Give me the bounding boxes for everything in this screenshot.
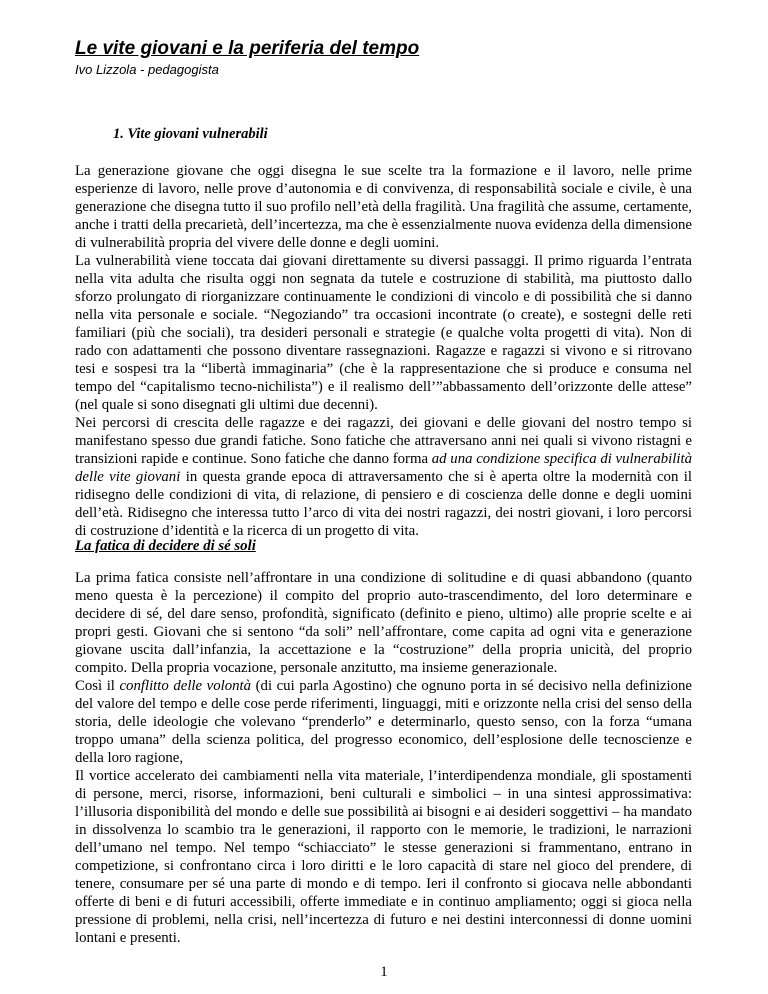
document-title: Le vite giovani e la periferia del tempo	[75, 38, 420, 59]
section-body	[75, 162, 692, 540]
paragraph: La generazione giovane che oggi disegna le sue scelte tra la formazione e il lavoro, nelle prime esperienze di lavoro, nelle prove d’autonomia e di convivenza, di responsabilità sociale e civile, è una generazione che disegna tutto il suo profilo nell’età della fragilità. Una fragilità che assume, certamente, anche i tratti della precarietà, dell’incertezza, ma che è essenzialmente nuova evidenza della dimensione di vulnerabilità propria del vivere delle donne e degli uomini.	[75, 163, 692, 251]
document-author: Ivo Lizzola - pedagogista	[75, 62, 219, 77]
paragraph: La vulnerabilità viene toccata dai giovani direttamente su diversi passaggi. Il primo riguarda l’entrata nella vita adulta che risulta oggi non segnata da tutele e costruzione di stabilità, ma piuttosto dallo sforzo prolungato di riorganizzare continuamente le condizioni di vincolo e di possibilità che si danno nella vita personale e sociale. “Negoziando” tra occasioni incontrate (o create), e sostegni delle reti familiari (più che sociali), tra desideri personali e strategie (e qualche volta progetti di vita). Non di rado con adattamenti che possono diventare rassegnazioni. Ragazze e ragazzi si vivono e si ritrovano tesi e sospesi tra la “libertà immaginaria” (che è la rappresentazione che si produce e consuma nel tempo del “capitalismo tecno-nichilista”) e il realismo dell’”abbassamento dell’orizzonte delle attese” (nel quale si sono disegnati gli ultimi due decenni).	[75, 253, 692, 413]
paragraph-text: (di cui parla Agostino) che ognuno porta in sé decisivo nella definizione del valore del tempo e delle cose perde riferimenti, linguaggi, miti e orizzonte nella crisi del senso della storia, delle ideologie che volevano “prenderlo” e determinarlo, questo senso, con la forza “umana troppo umana” della scienza politica, del progresso economico, dell’esplosione delle tecnoscienze e della loro ragione,	[75, 678, 692, 766]
paragraph-text: Nei percorsi di crescita delle ragazze e dei ragazzi, dei giovani e delle giovani del nostro tempo si manifestano spesso due grandi fatiche. Sono fatiche che attraversano anni nei quali si vivono ristagni e transizioni rapide e continue. Sono fatiche che danno forma	[75, 415, 692, 467]
subsection-heading: La fatica di decidere di sé soli	[75, 538, 256, 554]
paragraph	[75, 414, 692, 540]
section-heading: 1. Vite giovani vulnerabili	[113, 126, 268, 142]
paragraph-text: in questa grande epoca di attraversamento che si è aperta oltre la modernità con il ridisegno delle condizioni di vita, di relazione, di pensiero e di coscienza delle donne e degli uomini dell’età. Ridisegno che interessa tutto l’arco di vita dei nostri ragazzi, dei nostri giovani, i loro percorsi di costruzione d’identità e la ricerca di un progetto di vita.	[75, 469, 692, 539]
paragraph: Il vortice accelerato dei cambiamenti nella vita materiale, l’interdipendenza mondiale, gli spostamenti di persone, merci, risorse, informazioni, beni culturali e simbolici – in una sintesi approssimativa: l’illusoria disponibilità del mondo e delle sue possibilità ai bisogni e ai desideri soggettivi – ha mandato in dissolvenza lo scambio tra le generazioni, il rapporto con le memorie, le tradizioni, le narrazioni dell’umano nel tempo. Nel tempo “schiacciato” le stesse generazioni si frammentano, entrano in competizione, si confrontano circa i loro diritti e le loro capacità di stare nel gioco del prendere, di tenere, consumare per sé una parte di mondo e di tempo. Ieri il confronto si giocava nelle abbondanti offerte di beni e di futuri accessibili, offerte immediate e in continuo ampliamento; oggi si gioca nella pressione di problemi, nella crisi, nell’incertezza di futuro e nei destini interconnessi di donne uomini lontani e presenti.	[75, 768, 692, 946]
paragraph	[75, 677, 692, 767]
paragraph: La prima fatica consiste nell’affrontare in una condizione di solitudine e di quasi abbandono (quanto meno questa è la percezione) il compito del proprio auto-trascendimento, del loro determinare e decidere di sé, del dare senso, profondità, significato (definito e pieno, ultimo) alle proprie scelte e ai propri gesti. Giovani che si sentono “da soli” nell’affrontare, come capita ad ogni vita e generazione giovane uscita dall’infanzia, la accettazione e la “costruzione” della propria unicità, del proprio compito. Della propria vocazione, personale anzitutto, ma insieme generazionale.	[75, 570, 692, 676]
paragraph-text: Così il	[75, 678, 120, 694]
subsection-body	[75, 569, 692, 947]
page-number: 1	[380, 964, 388, 980]
emphasized-phrase: ad una condizione specifica di vulnerabilità delle vite giovani	[75, 451, 692, 485]
emphasized-phrase: conflitto delle volontà	[119, 678, 252, 694]
